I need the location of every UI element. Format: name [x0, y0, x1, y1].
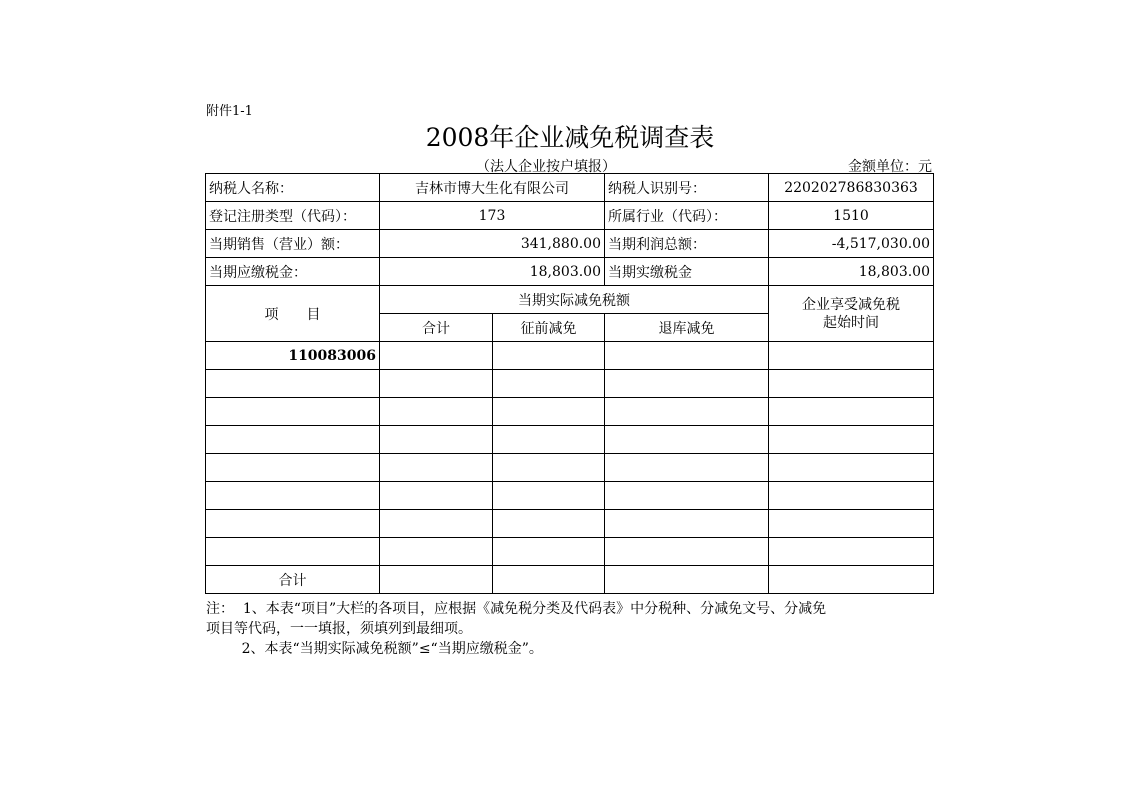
amount-cell[interactable]: [605, 398, 769, 426]
amount-cell[interactable]: [380, 370, 493, 398]
table-row: [206, 398, 934, 426]
info-row: [206, 202, 934, 230]
item-code-cell[interactable]: [206, 482, 380, 510]
note-line: 2、本表“当期实际减免税额”≤“当期应缴税金”。: [206, 641, 543, 657]
total-profit[interactable]: -4,517,030.00: [769, 230, 934, 258]
total-row: [206, 566, 934, 594]
item-code-cell[interactable]: 110083006: [206, 342, 380, 370]
tax-paid[interactable]: 18,803.00: [769, 258, 934, 286]
amount-cell[interactable]: [493, 370, 605, 398]
table-row: [206, 510, 934, 538]
total-cell[interactable]: [493, 566, 605, 594]
tax-payable[interactable]: 18,803.00: [380, 258, 605, 286]
table-row: [206, 426, 934, 454]
amount-cell[interactable]: [605, 482, 769, 510]
notes: [206, 599, 826, 659]
survey-table: [205, 173, 934, 594]
label: 登记注册类型（代码）：: [206, 202, 380, 230]
amount-cell[interactable]: [493, 482, 605, 510]
table-row: [206, 482, 934, 510]
subtitle: （法人企业按户填报）: [476, 159, 616, 175]
amount-cell[interactable]: [380, 398, 493, 426]
item-code-cell[interactable]: [206, 370, 380, 398]
amount-cell[interactable]: [769, 398, 934, 426]
amount-cell[interactable]: [605, 538, 769, 566]
table-row: [206, 538, 934, 566]
item-code-cell[interactable]: [206, 454, 380, 482]
amount-cell[interactable]: [769, 538, 934, 566]
table-row: [206, 370, 934, 398]
industry-code[interactable]: 1510: [769, 202, 934, 230]
header-actual-reduction: 当期实际减免税额: [380, 286, 769, 314]
total-label: 合计: [206, 566, 380, 594]
header-start-time: 企业享受减免税 起始时间: [769, 286, 934, 342]
header-total: 合计: [380, 314, 493, 342]
info-row: [206, 258, 934, 286]
page-title: 2008年企业减免税调查表: [425, 123, 715, 152]
note-line: 注： 1、本表“项目”大栏的各项目，应根据《减免税分类及代码表》中分税种、分减免文号、分减免: [206, 601, 827, 617]
label: 当期销售（营业）额：: [206, 230, 380, 258]
amount-cell[interactable]: [605, 370, 769, 398]
label: 纳税人名称：: [206, 174, 380, 202]
item-code-cell[interactable]: [206, 510, 380, 538]
amount-cell[interactable]: [493, 454, 605, 482]
table-row: [206, 454, 934, 482]
item-code-cell[interactable]: [206, 398, 380, 426]
amount-cell[interactable]: [380, 538, 493, 566]
note-line: 项目等代码，一一填报，须填列到最细项。: [206, 621, 472, 637]
amount-cell[interactable]: [769, 426, 934, 454]
amount-cell[interactable]: [605, 454, 769, 482]
info-row: [206, 230, 934, 258]
header-item: 项 目: [206, 286, 380, 342]
amount-cell[interactable]: [380, 426, 493, 454]
label: 当期实缴税金: [605, 258, 769, 286]
amount-cell[interactable]: [493, 510, 605, 538]
amount-cell[interactable]: [380, 454, 493, 482]
item-code-cell[interactable]: [206, 426, 380, 454]
amount-cell[interactable]: [769, 370, 934, 398]
attachment-label: 附件1-1: [206, 104, 253, 119]
total-cell[interactable]: [605, 566, 769, 594]
label: 当期应缴税金：: [206, 258, 380, 286]
item-code-cell[interactable]: [206, 538, 380, 566]
amount-cell[interactable]: [605, 342, 769, 370]
header-refund: 退库减免: [605, 314, 769, 342]
amount-cell[interactable]: [769, 510, 934, 538]
total-cell[interactable]: [380, 566, 493, 594]
taxpayer-name[interactable]: 吉林市博大生化有限公司: [380, 174, 605, 202]
taxpayer-id[interactable]: 220202786830363: [769, 174, 934, 202]
amount-cell[interactable]: [493, 426, 605, 454]
amount-cell[interactable]: [380, 510, 493, 538]
amount-cell[interactable]: [769, 342, 934, 370]
table-row: [206, 342, 934, 370]
info-row: [206, 174, 934, 202]
label: 纳税人识别号：: [605, 174, 769, 202]
amount-cell[interactable]: [493, 342, 605, 370]
sales-amount[interactable]: 341,880.00: [380, 230, 605, 258]
amount-cell[interactable]: [769, 454, 934, 482]
amount-cell[interactable]: [380, 482, 493, 510]
amount-cell[interactable]: [605, 426, 769, 454]
label: 当期利润总额：: [605, 230, 769, 258]
amount-cell[interactable]: [605, 510, 769, 538]
amount-cell[interactable]: [380, 342, 493, 370]
total-cell[interactable]: [769, 566, 934, 594]
amount-cell[interactable]: [769, 482, 934, 510]
currency-unit: 金额单位：元: [848, 159, 932, 175]
amount-cell[interactable]: [493, 538, 605, 566]
amount-cell[interactable]: [493, 398, 605, 426]
registration-type[interactable]: 173: [380, 202, 605, 230]
header-pre-collection: 征前减免: [493, 314, 605, 342]
label: 所属行业（代码）：: [605, 202, 769, 230]
